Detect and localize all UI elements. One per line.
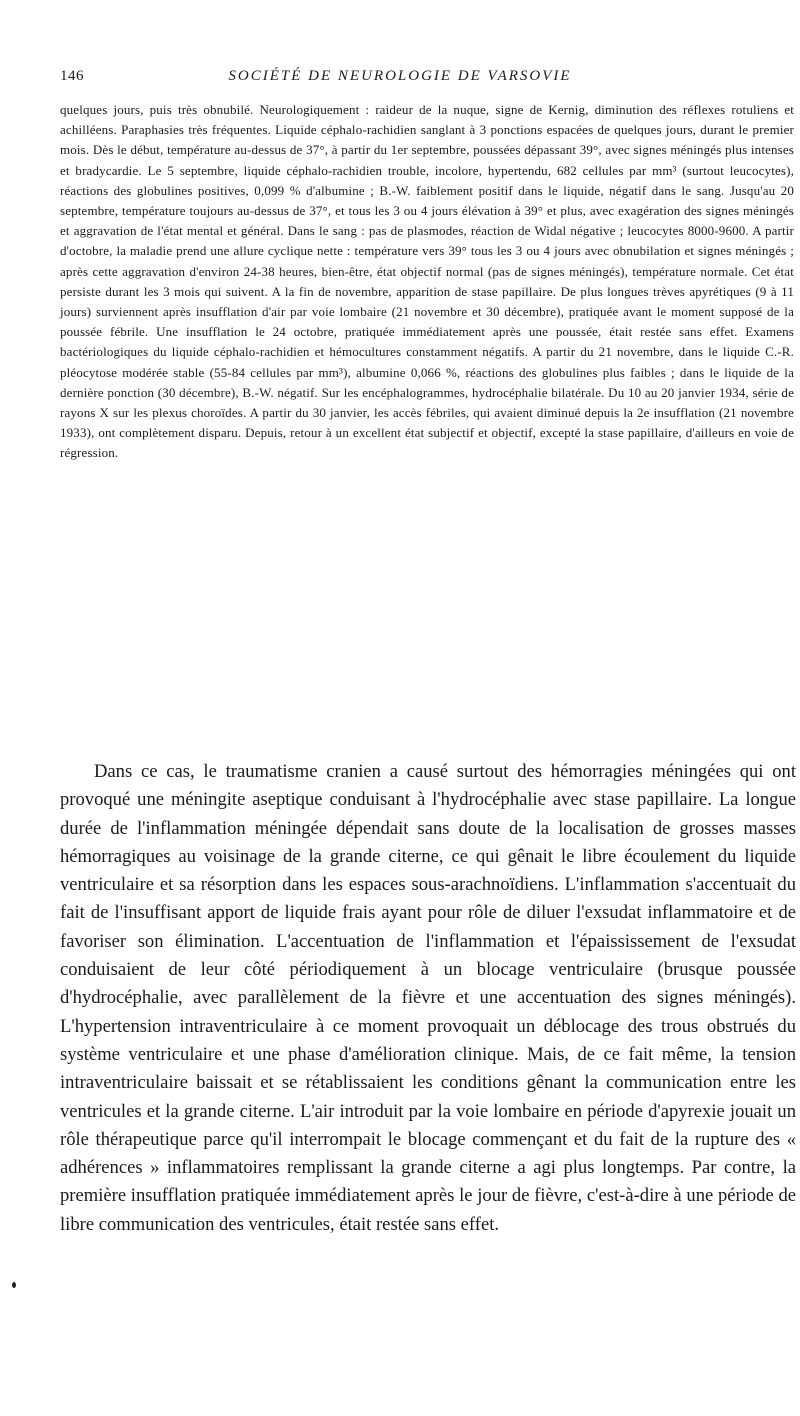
discussion-paragraph: Dans ce cas, le traumatisme cranien a causé surtout des hémorragies méningées qui ont provoqué une méningite aseptique conduisant à l'hydrocéphalie avec stase papillaire. La longue durée de l'inflammation méningée dépendait sans doute de la localisation de grosses masses hémorragiques au voisinage de la grande citerne, ce qui gênait le libre écoulement du liquide ventriculaire et sa résorption dans les espaces sous-arachnoïdiens. L'inflammation s'accentuait du fait de l'insuffisant apport de liquide frais ayant pour rôle de diluer l'exsudat inflammatoire et de favoriser son élimination. L'accentuation de l'inflammation et l'épaississement de l'exsudat conduisaient de leur côté périodiquement à un blocage ventriculaire (brusque poussée d'hydrocéphalie, avec parallèlement de la fièvre et une accentuation des signes méningés). L'hypertension intraventriculaire à ce moment provoquait un déblocage des trous obstrués du système ventriculaire et une phase d'amélioration clinique. Mais, de ce fait même, la tension intraventriculaire baissait et se rétablissaient les conditions gênant la communication entre les ventricules et la grande citerne. L'air introduit par la voie lombaire en période d'apyrexie jouait un rôle thérapeutique parce qu'il interrompait le blocage commençant et du fait de la rupture des « adhérences » inflammatoires remplissant la grande citerne a agi plus longtemps. Par contre, la première insufflation pratiquée immédiatement après le jour de fièvre, c'est-à-dire à une période de libre communication des ventricules, était restée sans effet.	[60, 761, 796, 1235]
page-header	[60, 60, 800, 90]
page-number: 146	[60, 68, 84, 84]
margin-mark	[12, 1282, 16, 1288]
running-title: SOCIÉTÉ DE NEUROLOGIE DE VARSOVIE	[228, 68, 572, 84]
case-report-paragraph: quelques jours, puis très obnubilé. Neurologiquement : raideur de la nuque, signe de Kernig, diminution des réflexes rotuliens et achilléens. Paraphasies très fréquentes. Liquide céphalo-rachidien sanglant à 3 ponctions espacées de quelques jours, durant le premier mois. Dès le début, température au-dessus de 37°, à partir du 1er septembre, poussées dépassant 39°, avec signes méningés plus intenses et bradycardie. Le 5 septembre, liquide céphalo-rachidien trouble, incolore, hypertendu, 682 cellules par mm³ (surtout leucocytes), réactions des globulines positives, 0,099 % d'albumine ; B.-W. faiblement positif dans le liquide, négatif dans le sang. Jusqu'au 20 septembre, température toujours au-dessus de 37°, et tous les 3 ou 4 jours élévation à 39° et plus, avec exagération des signes méningés et aggravation de l'état mental et général. Dans le sang : pas de plasmodes, réaction de Widal négative ; leucocytes 8000-9600. A partir d'octobre, la maladie prend une allure cyclique nette : température vers 39° tous les 3 ou 4 jours avec obnubilation et signes méningés ; après cette aggravation d'environ 24-38 heures, bien-être, état objectif normal (pas de signes méningés), température normale. Cet état persiste durant les 3 mois qui suivent. A la fin de novembre, apparition de stase papillaire. De plus longues trèves apyrétiques (9 à 11 jours) surviennent après insufflation d'air par voie lombaire (21 novembre et 30 décembre), pratiquée avant le moment supposé de la poussée fébrile. Une insufflation le 24 octobre, pratiquée immédiatement après une poussée, était restée sans effet. Examens bactériologiques du liquide céphalo-rachidien et hémocultures constamment négatifs. A partir du 21 novembre, dans le liquide C.-R. pléocytose modérée stable (55-84 cellules par mm³), albumine 0,066 %, réactions des globulines plus faibles ; dans le liquide de la dernière ponction (30 décembre), B.-W. négatif. Sur les encéphalogrammes, hydrocéphalie bilatérale. Du 10 au 20 janvier 1934, série de rayons X sur les plexus choroïdes. A partir du 30 janvier, les accès fébriles, qui avaient diminué depuis la 2e insufflation (21 novembre 1933), ont complètement disparu. Depuis, retour à un excellent état subjectif et objectif, excepté la stase papillaire, d'ailleurs en voie de régression.	[60, 102, 794, 461]
document-page	[60, 60, 800, 1416]
